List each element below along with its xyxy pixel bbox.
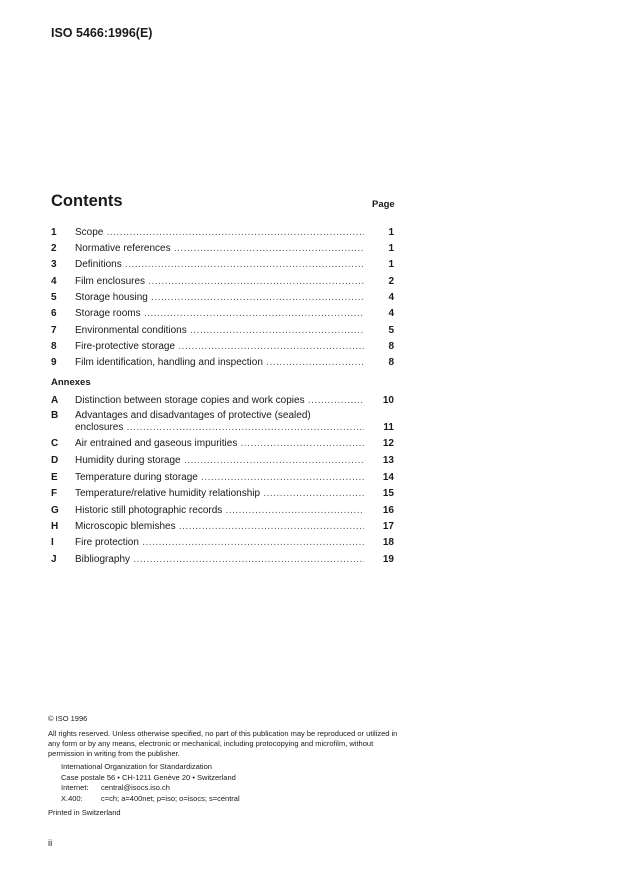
annex-page: 15	[382, 488, 394, 499]
annex-letter: F	[51, 488, 58, 499]
annex-letter: G	[51, 505, 59, 516]
page-column-label: Page	[372, 199, 395, 210]
annex-page: 12	[382, 438, 394, 449]
toc-number: 7	[51, 325, 57, 336]
annex-letter: E	[51, 472, 58, 483]
internet-key: Internet:	[61, 783, 89, 792]
annex-page: 14	[382, 472, 394, 483]
internet-value[interactable]: central@isocs.iso.ch	[101, 783, 170, 792]
rights-notice: All rights reserved. Unless otherwise specified, no part of this publication may be reproduced or utilized in any form or by any means, electronic or mechanical, including protocopying and microfilm, without permission in writing from the publisher.	[48, 729, 398, 758]
annex-label: Bibliography .....	[75, 554, 364, 565]
toc-page: 1	[388, 259, 394, 270]
toc-page: 4	[388, 308, 394, 319]
publisher-address	[61, 762, 240, 804]
annex-label: Humidity during storage .....	[75, 455, 364, 466]
annex-letter: C	[51, 438, 59, 449]
toc-number: 3	[51, 259, 57, 270]
annex-page: 19	[382, 554, 394, 565]
annex-page: 13	[382, 455, 394, 466]
annex-page: 18	[382, 537, 394, 548]
toc-label: Storage housing .....	[75, 292, 364, 303]
page-title: Contents	[51, 192, 123, 210]
toc-label: Storage rooms .....	[75, 308, 364, 319]
annex-letter: H	[51, 521, 59, 532]
x400-key: X.400:	[61, 793, 83, 803]
toc-number: 4	[51, 276, 57, 287]
toc-label: Film enclosures .....	[75, 276, 364, 287]
annex-letter: I	[51, 537, 54, 548]
toc-page: 4	[388, 292, 394, 303]
annex-page: 11	[383, 422, 394, 433]
toc-label: Fire-protective storage .....	[75, 341, 364, 352]
page-number: ii	[48, 838, 53, 849]
toc-page: 8	[388, 341, 394, 352]
standard-id: ISO 5466:1996(E)	[51, 26, 153, 40]
annex-label: Temperature during storage .....	[75, 472, 364, 483]
annex-label: Temperature/relative humidity relationship .....	[75, 488, 364, 499]
annex-letter: D	[51, 455, 59, 466]
toc-number: 1	[51, 227, 57, 238]
toc-label: Scope .....	[75, 227, 364, 238]
copyright-line: © ISO 1996	[48, 714, 88, 723]
toc-page: 1	[388, 243, 394, 254]
toc-number: 6	[51, 308, 57, 319]
annex-label: Microscopic blemishes .....	[75, 521, 364, 532]
annex-letter: J	[51, 554, 57, 565]
toc-label: Environmental conditions .....	[75, 325, 364, 336]
toc-label: Normative references .....	[75, 243, 364, 254]
postal-address: Case postale 56 • CH-1211 Genève 20 • Switzerland	[61, 772, 236, 782]
toc-label: Definitions .....	[75, 259, 364, 270]
annex-page: 10	[382, 395, 394, 406]
annex-letter: A	[51, 395, 59, 406]
toc-number: 5	[51, 292, 57, 303]
annex-label: Fire protection .....	[75, 537, 364, 548]
toc-page: 8	[388, 357, 394, 368]
annex-label: Advantages and disadvantages of protective (sealed)	[75, 410, 311, 421]
toc-page: 1	[388, 227, 394, 238]
org-name: International Organization for Standardization	[61, 762, 212, 771]
printed-in: Printed in Switzerland	[48, 808, 121, 817]
toc-label: Film identification, handling and inspection .....	[75, 357, 364, 368]
annex-label-continued: enclosures .....	[75, 422, 364, 433]
toc-page: 2	[388, 276, 394, 287]
annex-letter: B	[51, 410, 59, 421]
internet-row	[61, 783, 240, 794]
annex-page: 16	[382, 505, 394, 516]
annex-label: Distinction between storage copies and work copies .....	[75, 395, 364, 406]
annex-label: Air entrained and gaseous impurities .....	[75, 438, 364, 449]
x400-value: c=ch; a=400net; p=iso; o=isocs; s=central	[101, 793, 240, 803]
toc-number: 2	[51, 243, 57, 254]
annex-page: 17	[382, 521, 394, 532]
x400-row	[61, 794, 240, 805]
toc-number: 8	[51, 341, 57, 352]
annex-label: Historic still photographic records .....	[75, 505, 364, 516]
toc-number: 9	[51, 357, 57, 368]
toc-page: 5	[388, 325, 394, 336]
annexes-heading: Annexes	[51, 377, 91, 388]
